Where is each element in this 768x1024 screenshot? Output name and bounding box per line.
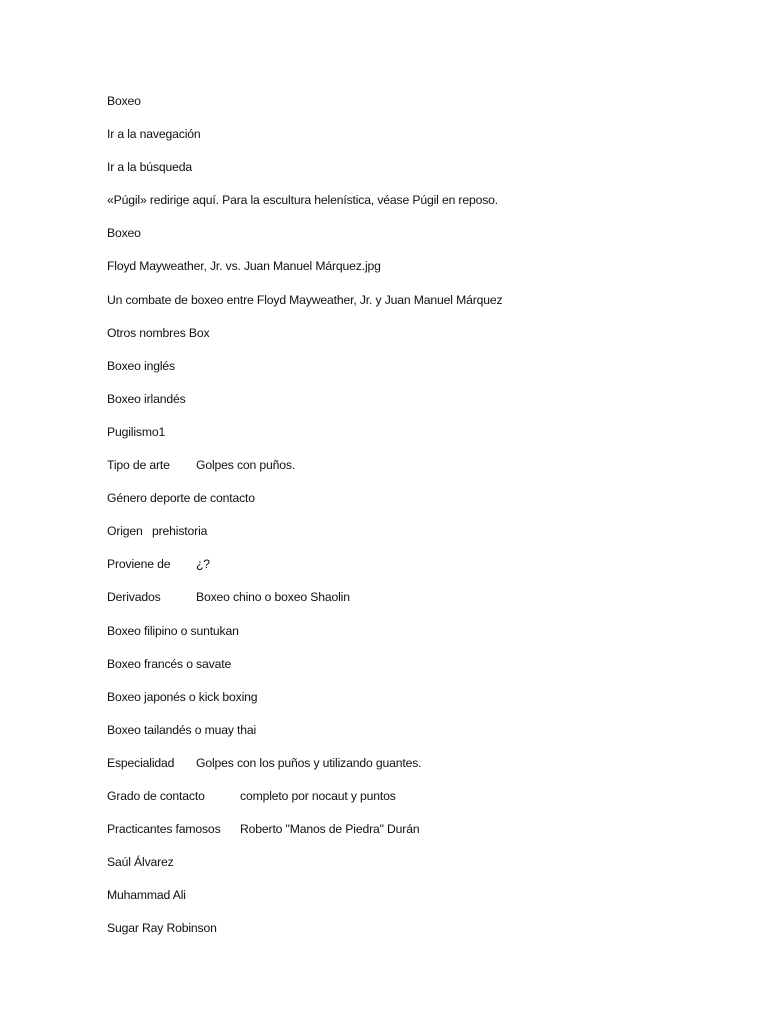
text-line-boxeo-filipino <box>107 621 727 654</box>
list-item: Boxeo irlandés <box>107 391 186 406</box>
list-item: Sugar Ray Robinson <box>107 921 217 936</box>
list-item: Boxeo francés o savate <box>107 656 232 671</box>
list-item: Boxeo tailandés o muay thai <box>107 722 257 737</box>
image-caption: Un combate de boxeo entre Floyd Mayweather, Jr. y Juan Manuel Márquez <box>107 292 503 307</box>
list-item: Saúl Álvarez <box>107 855 174 870</box>
field-proviene-de <box>107 554 727 587</box>
field-value: Box <box>188 325 210 340</box>
field-label: Grado de contacto <box>107 788 205 803</box>
list-item: Pugilismo1 <box>107 424 166 439</box>
field-origen <box>107 521 727 554</box>
field-value: ¿? <box>196 557 210 572</box>
text-line-boxeo-tailandes <box>107 720 727 753</box>
field-value: prehistoria <box>152 524 208 539</box>
field-value: Golpes con los puños y utilizando guantes. <box>196 755 422 770</box>
list-item: Boxeo filipino o suntukan <box>107 623 239 638</box>
infobox-title: Boxeo <box>107 226 141 241</box>
nav-link-text: Ir a la navegación <box>107 127 201 142</box>
field-label: Origen <box>107 524 143 539</box>
redirect-note: «Púgil» redirige aquí. Para la escultura helenística, véase Púgil en reposo. <box>107 193 499 208</box>
text-line-infobox-title <box>107 223 727 256</box>
field-derivados <box>107 587 727 620</box>
text-line-redirect <box>107 190 727 223</box>
text-line-sugar-ray <box>107 918 727 951</box>
text-line-boxeo-irlandes <box>107 389 727 422</box>
text-line-caption <box>107 290 727 323</box>
document-body <box>107 91 727 951</box>
field-label: Especialidad <box>107 755 175 770</box>
list-item: Boxeo japonés o kick boxing <box>107 689 258 704</box>
field-label: Proviene de <box>107 557 171 572</box>
text-line-boxeo-ingles <box>107 356 727 389</box>
field-tipo-de-arte <box>107 455 727 488</box>
field-especialidad <box>107 753 727 786</box>
field-value: Golpes con puños. <box>196 458 296 473</box>
field-value: deporte de contacto <box>150 491 255 506</box>
field-label: Tipo de arte <box>107 458 170 473</box>
text-line-nav <box>107 124 727 157</box>
text-line-pugilismo <box>107 422 727 455</box>
text-line-search <box>107 157 727 190</box>
text-line-title <box>107 91 727 124</box>
image-filename: Floyd Mayweather, Jr. vs. Juan Manuel Márquez.jpg <box>107 259 381 274</box>
text-line-boxeo-frances <box>107 654 727 687</box>
text-line-muhammad-ali <box>107 885 727 918</box>
field-value: completo por nocaut y puntos <box>240 788 396 803</box>
field-otros-nombres <box>107 323 727 356</box>
field-genero <box>107 488 727 521</box>
list-item: Muhammad Ali <box>107 888 186 903</box>
search-link-text: Ir a la búsqueda <box>107 160 193 175</box>
title-text: Boxeo <box>107 94 141 108</box>
text-line-boxeo-japones <box>107 687 727 720</box>
list-item: Boxeo inglés <box>107 358 175 373</box>
field-grado-de-contacto <box>107 786 727 819</box>
field-value: Boxeo chino o boxeo Shaolin <box>196 590 350 605</box>
field-label: Otros nombres <box>107 325 186 340</box>
field-label: Género <box>107 491 147 506</box>
field-label: Derivados <box>107 590 161 605</box>
field-value: Roberto "Manos de Piedra" Durán <box>240 822 420 837</box>
text-line-image-file <box>107 256 727 289</box>
field-practicantes-famosos <box>107 819 727 852</box>
field-label: Practicantes famosos <box>107 822 221 837</box>
text-line-saul-alvarez <box>107 852 727 885</box>
